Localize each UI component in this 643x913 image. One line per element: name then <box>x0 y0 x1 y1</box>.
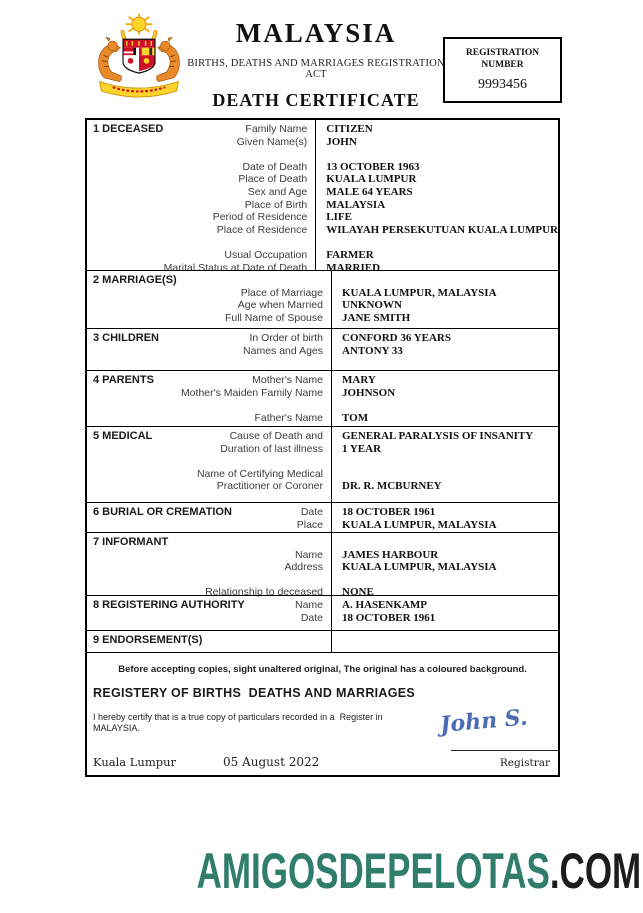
label-column <box>87 123 307 274</box>
field-label: Place <box>296 518 323 531</box>
certificate-header <box>180 18 452 111</box>
field-value: MALE 64 YEARS <box>326 185 413 198</box>
field-value <box>342 536 558 549</box>
field-label <box>87 236 307 249</box>
field-label: Given Name(s) <box>236 135 308 148</box>
registrar-label: Registrar <box>499 757 550 769</box>
country-title: MALAYSIA <box>235 18 397 48</box>
section-title: 3 CHILDREN <box>93 332 160 344</box>
field-value: MALAYSIA <box>326 198 386 211</box>
field-value <box>342 399 558 412</box>
watermark-site-name: AMIGOSDEPELOTAS <box>196 843 550 899</box>
section-row <box>87 328 558 370</box>
field-value: JANE SMITH <box>342 311 411 324</box>
field-value: KUALA LUMPUR, MALAYSIA <box>342 561 497 574</box>
field-value: CITIZEN <box>326 123 373 135</box>
field-label: Date of Death <box>242 160 308 173</box>
signature-text: John S. <box>439 704 529 739</box>
field-label: Mother's Maiden Family Name <box>180 386 323 399</box>
section-title: 8 REGISTERING AUTHORITY <box>93 599 245 611</box>
field-value: 18 OCTOBER 1961 <box>342 611 436 624</box>
section-label-cell <box>87 371 332 426</box>
field-label: Name of Certifying Medical <box>196 467 323 480</box>
field-label: Period of Residence <box>212 211 308 224</box>
copy-notice-text: Before accepting copies, sight unaltered original, The original has a coloured background. <box>118 664 527 675</box>
section-title: 6 BURIAL OR CREMATION <box>93 506 232 518</box>
section-label-cell <box>87 427 332 502</box>
section-row <box>87 370 558 426</box>
field-value: GENERAL PARALYSIS OF INSANITY <box>342 430 534 442</box>
field-label <box>87 455 323 468</box>
field-label: Place of Marriage <box>240 286 323 299</box>
field-value <box>326 236 558 249</box>
section-label-cell <box>87 533 332 599</box>
section-label-cell <box>87 271 332 328</box>
certification-block <box>87 700 558 750</box>
field-label: Place of Residence <box>216 223 308 236</box>
section-title: 5 MEDICAL <box>93 430 153 442</box>
section-row <box>87 502 558 532</box>
field-label: Age when Married <box>237 299 323 312</box>
field-value: NONE <box>342 586 374 599</box>
registration-label-line2: NUMBER <box>481 59 524 70</box>
field-value: MARRIED <box>326 261 381 274</box>
value-column <box>316 120 558 274</box>
section-title: 9 ENDORSEMENT(S) <box>93 634 203 646</box>
field-value: 1 YEAR <box>342 442 382 455</box>
field-label <box>87 574 323 587</box>
field-value <box>342 574 558 587</box>
field-value: KUALA LUMPUR, MALAYSIA <box>342 286 497 299</box>
section-label-cell <box>87 120 316 274</box>
section-row <box>87 120 558 274</box>
section-row <box>87 532 558 599</box>
field-label: In Order of birth <box>249 332 323 344</box>
field-value: A. HASENKAMP <box>342 599 427 611</box>
field-value: JOHN <box>326 135 357 148</box>
site-watermark <box>196 843 641 899</box>
field-value: KUALA LUMPUR, MALAYSIA <box>342 518 497 531</box>
section-label-cell <box>87 631 332 652</box>
issue-place: Kuala Lumpur <box>93 755 177 769</box>
field-label: Place of Birth <box>244 198 308 211</box>
registry-heading: REGISTERY OF BIRTHS DEATHS AND MARRIAGES <box>93 686 416 700</box>
field-label <box>87 399 323 412</box>
value-column <box>332 427 558 502</box>
section-row <box>87 630 558 652</box>
registration-number-value: 9993456 <box>478 77 527 92</box>
certificate-footer-row <box>87 652 558 775</box>
field-value: UNKNOWN <box>342 299 402 312</box>
section-row <box>87 426 558 502</box>
field-value: JAMES HARBOUR <box>342 548 439 561</box>
field-value: CONFORD 36 YEARS <box>342 332 451 344</box>
field-value: 18 OCTOBER 1961 <box>342 506 436 518</box>
field-value: 13 OCTOBER 1963 <box>326 160 420 173</box>
field-label: Family Name <box>245 123 308 135</box>
value-column <box>332 596 558 630</box>
field-label <box>87 148 307 161</box>
value-column <box>332 329 558 370</box>
section-title: 1 DECEASED <box>93 123 164 135</box>
section-title: 2 MARRIAGE(S) <box>93 274 177 286</box>
field-label: Cause of Death and <box>229 430 323 442</box>
field-label: Name <box>294 599 323 611</box>
issue-details-row <box>87 751 558 769</box>
field-value: WILAYAH PERSEKUTUAN KUALA LUMPUR <box>326 223 558 236</box>
field-value: DR. R. MCBURNEY <box>342 480 442 493</box>
field-value: JOHNSON <box>342 386 396 399</box>
certificate-table <box>85 118 560 777</box>
section-row <box>87 595 558 630</box>
field-label: Father's Name <box>254 411 323 424</box>
field-label: Duration of last illness <box>220 442 323 455</box>
malaysia-coat-of-arms-icon <box>92 12 186 106</box>
section-row <box>87 270 558 328</box>
field-label: Date <box>300 506 323 518</box>
field-label: Date <box>300 611 323 624</box>
field-value <box>342 455 558 468</box>
registration-number-box <box>443 37 562 103</box>
value-column <box>332 371 558 426</box>
act-subtitle: BIRTHS, DEATHS AND MARRIAGES REGISTRATION ACT <box>187 58 445 80</box>
value-column <box>332 503 558 532</box>
field-value: MARY <box>342 374 376 386</box>
registration-label-line1: REGISTRATION <box>465 48 540 58</box>
value-column <box>332 533 558 599</box>
field-label: Practitioner or Coroner <box>216 480 323 493</box>
field-value: KUALA LUMPUR <box>326 173 417 186</box>
certify-statement: I hereby certify that is a true copy of particulars recorded in a Register in MALAYSIA. <box>93 712 383 733</box>
registrar-signature <box>422 700 552 742</box>
field-value: FARMER <box>326 248 374 261</box>
issue-date: 05 August 2022 <box>223 755 320 769</box>
field-label: Marital Status at Date of Death <box>163 261 308 274</box>
field-label: Mother's Name <box>252 374 323 386</box>
field-value: ANTONY 33 <box>342 344 403 357</box>
field-value: TOM <box>342 411 369 424</box>
section-label-cell <box>87 503 332 532</box>
value-column <box>332 271 558 328</box>
field-label: Names and Ages <box>243 344 323 357</box>
certificate-title: DEATH CERTIFICATE <box>212 90 420 110</box>
field-label: Sex and Age <box>247 185 308 198</box>
field-label: Usual Occupation <box>224 248 308 261</box>
field-label: Place of Death <box>238 173 308 186</box>
field-value <box>326 148 558 161</box>
value-column <box>332 631 558 652</box>
field-label: Relationship to deceased <box>205 586 323 599</box>
registration-number-label <box>445 48 560 71</box>
section-title: 4 PARENTS <box>93 374 154 386</box>
field-label: Address <box>284 561 323 574</box>
field-value <box>342 274 558 287</box>
watermark-site-tld: .COM <box>549 843 641 899</box>
section-title: 7 INFORMANT <box>93 536 169 548</box>
field-value <box>342 468 558 481</box>
section-label-cell <box>87 596 332 630</box>
field-value: LIFE <box>326 211 352 224</box>
section-label-cell <box>87 329 332 370</box>
field-label: Name <box>294 548 323 561</box>
field-label: Full Name of Spouse <box>224 311 323 324</box>
